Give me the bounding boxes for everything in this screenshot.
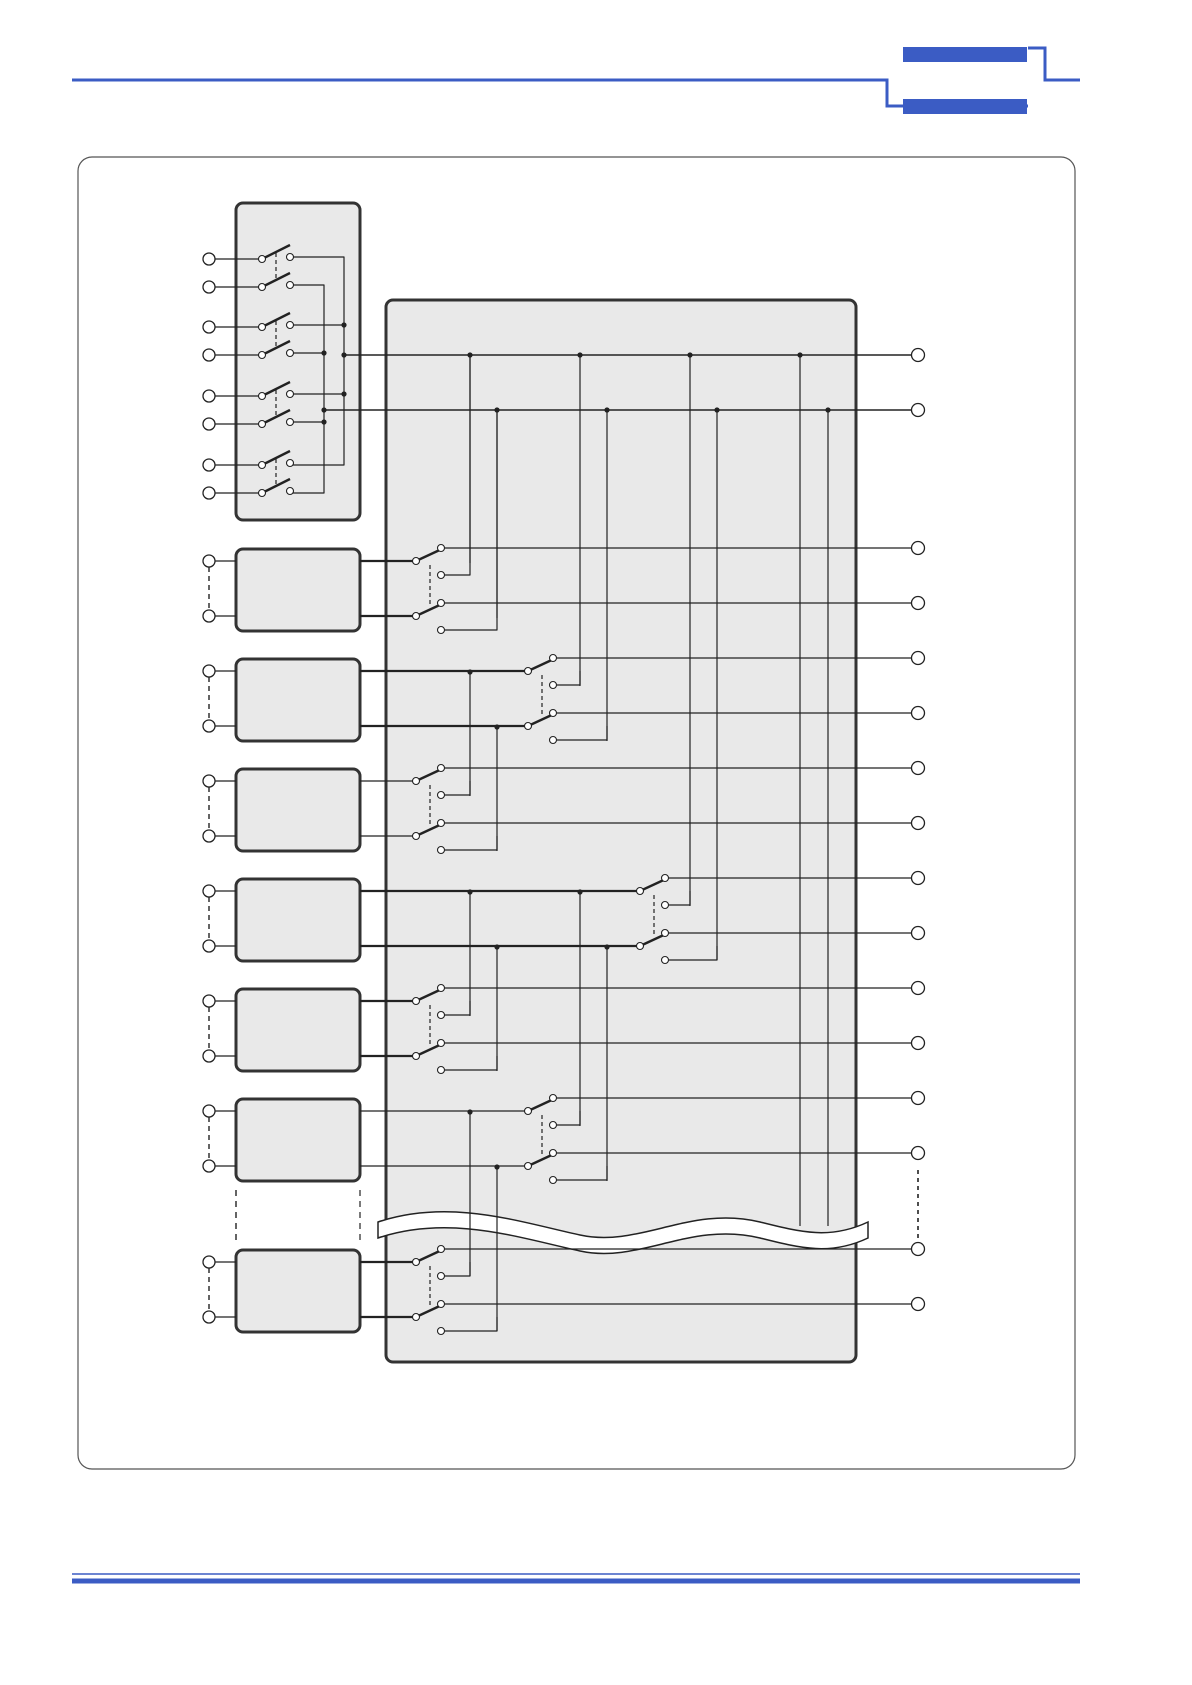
bus-output-terminal bbox=[912, 349, 925, 362]
header-tab-top bbox=[903, 47, 1027, 62]
contact-terminal bbox=[550, 682, 557, 689]
wire bbox=[445, 1262, 470, 1276]
bus-output-terminal bbox=[912, 404, 925, 417]
contact-terminal bbox=[287, 460, 294, 467]
input-terminal bbox=[203, 487, 215, 499]
contact-terminal bbox=[662, 957, 669, 964]
contact-terminal bbox=[259, 462, 266, 469]
switch-blade bbox=[416, 1249, 444, 1262]
output-terminal bbox=[912, 1037, 925, 1050]
module-input-terminal bbox=[203, 665, 215, 677]
contact-terminal bbox=[438, 600, 445, 607]
junction-dot bbox=[714, 407, 719, 412]
contact-terminal bbox=[413, 613, 420, 620]
switch-blade bbox=[262, 313, 290, 327]
contact-terminal bbox=[438, 792, 445, 799]
wire bbox=[557, 726, 607, 740]
input-terminal bbox=[203, 321, 215, 333]
wire bbox=[557, 671, 580, 685]
contact-terminal bbox=[438, 1067, 445, 1074]
wire bbox=[557, 1166, 607, 1180]
header-rule-right bbox=[1028, 48, 1080, 80]
switch-blade bbox=[262, 382, 290, 396]
module-input-terminal bbox=[203, 1160, 215, 1172]
switch-blade bbox=[416, 768, 444, 781]
junction-dot bbox=[687, 352, 692, 357]
switch-blade bbox=[640, 933, 668, 946]
junction-dot bbox=[494, 1164, 499, 1169]
output-terminal bbox=[912, 1243, 925, 1256]
contact-terminal bbox=[438, 1012, 445, 1019]
contact-terminal bbox=[662, 902, 669, 909]
output-terminal bbox=[912, 707, 925, 720]
contact-terminal bbox=[438, 985, 445, 992]
contact-terminal bbox=[550, 737, 557, 744]
junction-dot bbox=[321, 419, 326, 424]
contact-terminal bbox=[413, 1053, 420, 1060]
contact-terminal bbox=[438, 545, 445, 552]
module-input-terminal bbox=[203, 1050, 215, 1062]
module-input-terminal bbox=[203, 610, 215, 622]
contact-terminal bbox=[550, 1177, 557, 1184]
contact-terminal bbox=[259, 490, 266, 497]
input-terminal bbox=[203, 418, 215, 430]
output-terminal bbox=[912, 982, 925, 995]
junction-dot bbox=[797, 352, 802, 357]
output-terminal bbox=[912, 1298, 925, 1311]
switch-blade bbox=[528, 658, 556, 671]
module-input-terminal bbox=[203, 775, 215, 787]
contact-terminal bbox=[259, 256, 266, 263]
source-module bbox=[236, 1099, 360, 1181]
output-terminal bbox=[912, 817, 925, 830]
wire bbox=[293, 257, 344, 465]
junction-dot bbox=[321, 407, 326, 412]
junction-dot bbox=[467, 352, 472, 357]
output-terminal bbox=[912, 1092, 925, 1105]
switch-blade bbox=[528, 713, 556, 726]
module-input-terminal bbox=[203, 995, 215, 1007]
contact-terminal bbox=[287, 282, 294, 289]
input-selector-block bbox=[236, 203, 360, 520]
wire bbox=[445, 1317, 497, 1331]
switch-blade bbox=[416, 1043, 444, 1056]
source-module bbox=[236, 879, 360, 961]
module-input-terminal bbox=[203, 940, 215, 952]
contact-terminal bbox=[287, 350, 294, 357]
module-input-terminal bbox=[203, 1256, 215, 1268]
contact-terminal bbox=[259, 352, 266, 359]
break-mark bbox=[378, 1212, 868, 1254]
switch-blade bbox=[416, 823, 444, 836]
module-input-terminal bbox=[203, 885, 215, 897]
source-module bbox=[236, 769, 360, 851]
contact-terminal bbox=[438, 1273, 445, 1280]
contact-terminal bbox=[413, 778, 420, 785]
contact-terminal bbox=[525, 668, 532, 675]
contact-terminal bbox=[287, 488, 294, 495]
contact-terminal bbox=[637, 943, 644, 950]
output-terminal bbox=[912, 1147, 925, 1160]
junction-dot bbox=[604, 944, 609, 949]
header-rule bbox=[72, 80, 1028, 106]
contact-terminal bbox=[287, 254, 294, 261]
diagram-border bbox=[78, 157, 1075, 1469]
contact-terminal bbox=[259, 284, 266, 291]
header-tab-bottom bbox=[903, 99, 1027, 114]
module-input-terminal bbox=[203, 720, 215, 732]
contact-terminal bbox=[550, 1122, 557, 1129]
page-header bbox=[0, 0, 1192, 140]
contact-terminal bbox=[438, 627, 445, 634]
component-boxes bbox=[236, 203, 868, 1362]
output-terminal bbox=[912, 872, 925, 885]
contact-terminal bbox=[287, 391, 294, 398]
switch-blade bbox=[416, 1304, 444, 1317]
switch-blade bbox=[262, 451, 290, 465]
wire bbox=[445, 1001, 470, 1015]
junction-dot bbox=[577, 889, 582, 894]
contact-terminal bbox=[413, 558, 420, 565]
contact-terminal bbox=[287, 419, 294, 426]
junction-dot bbox=[467, 889, 472, 894]
input-terminal bbox=[203, 253, 215, 265]
wire bbox=[445, 781, 470, 795]
contact-terminal bbox=[438, 1328, 445, 1335]
junction-dot bbox=[604, 407, 609, 412]
contact-terminal bbox=[413, 1314, 420, 1321]
contact-terminal bbox=[525, 723, 532, 730]
wiring bbox=[209, 245, 918, 1331]
contact-terminal bbox=[438, 572, 445, 579]
switch-matrix-panel bbox=[386, 300, 856, 1362]
contact-terminal bbox=[438, 1301, 445, 1308]
contact-terminal bbox=[438, 820, 445, 827]
junction-dot bbox=[494, 944, 499, 949]
switch-blade bbox=[262, 479, 290, 493]
switch-blade bbox=[416, 988, 444, 1001]
junction-dot bbox=[341, 391, 346, 396]
switch-blade bbox=[416, 548, 444, 561]
switch-blade bbox=[416, 603, 444, 616]
contact-terminal bbox=[662, 930, 669, 937]
source-module bbox=[236, 1250, 360, 1332]
wire bbox=[669, 946, 717, 960]
contact-terminal bbox=[550, 710, 557, 717]
contact-terminal bbox=[287, 322, 294, 329]
contact-terminal bbox=[438, 765, 445, 772]
junction-dot bbox=[467, 1109, 472, 1114]
source-module bbox=[236, 989, 360, 1071]
wire bbox=[445, 836, 497, 850]
contact-terminal bbox=[438, 1246, 445, 1253]
contact-terminal bbox=[438, 847, 445, 854]
switch-blade bbox=[262, 245, 290, 259]
contact-terminal bbox=[259, 324, 266, 331]
wire bbox=[445, 1056, 497, 1070]
contact-terminal bbox=[413, 833, 420, 840]
junction-dot bbox=[341, 322, 346, 327]
junction-dot bbox=[341, 352, 346, 357]
output-terminal bbox=[912, 652, 925, 665]
wire bbox=[445, 410, 497, 630]
contact-terminal bbox=[259, 421, 266, 428]
switch-blade bbox=[262, 341, 290, 355]
wire bbox=[293, 285, 324, 493]
contact-terminal bbox=[438, 1040, 445, 1047]
wire bbox=[445, 355, 470, 575]
output-terminal bbox=[912, 542, 925, 555]
module-input-terminal bbox=[203, 555, 215, 567]
wire bbox=[557, 1111, 580, 1125]
contact-terminal bbox=[413, 998, 420, 1005]
switch-blade bbox=[528, 1098, 556, 1111]
input-terminal bbox=[203, 459, 215, 471]
contact-terminal bbox=[662, 875, 669, 882]
source-module bbox=[236, 549, 360, 631]
contact-terminal bbox=[259, 393, 266, 400]
junction-dot bbox=[577, 352, 582, 357]
contact-terminal bbox=[550, 1095, 557, 1102]
contact-terminal bbox=[525, 1108, 532, 1115]
junction-dot bbox=[494, 407, 499, 412]
switch-blade bbox=[640, 878, 668, 891]
terminals-and-junctions bbox=[203, 253, 925, 1335]
output-terminal bbox=[912, 762, 925, 775]
contact-terminal bbox=[550, 1150, 557, 1157]
switch-blade bbox=[262, 410, 290, 424]
output-terminal bbox=[912, 927, 925, 940]
input-terminal bbox=[203, 390, 215, 402]
module-input-terminal bbox=[203, 1105, 215, 1117]
contact-terminal bbox=[637, 888, 644, 895]
contact-terminal bbox=[413, 1259, 420, 1266]
junction-dot bbox=[825, 407, 830, 412]
input-terminal bbox=[203, 349, 215, 361]
contact-terminal bbox=[550, 655, 557, 662]
junction-dot bbox=[321, 350, 326, 355]
output-terminal bbox=[912, 597, 925, 610]
module-input-terminal bbox=[203, 1311, 215, 1323]
junction-dot bbox=[467, 669, 472, 674]
switch-blade bbox=[528, 1153, 556, 1166]
switch-blade bbox=[262, 273, 290, 287]
junction-dot bbox=[494, 724, 499, 729]
module-input-terminal bbox=[203, 830, 215, 842]
contact-terminal bbox=[525, 1163, 532, 1170]
input-terminal bbox=[203, 281, 215, 293]
source-module bbox=[236, 659, 360, 741]
wire bbox=[669, 891, 690, 905]
